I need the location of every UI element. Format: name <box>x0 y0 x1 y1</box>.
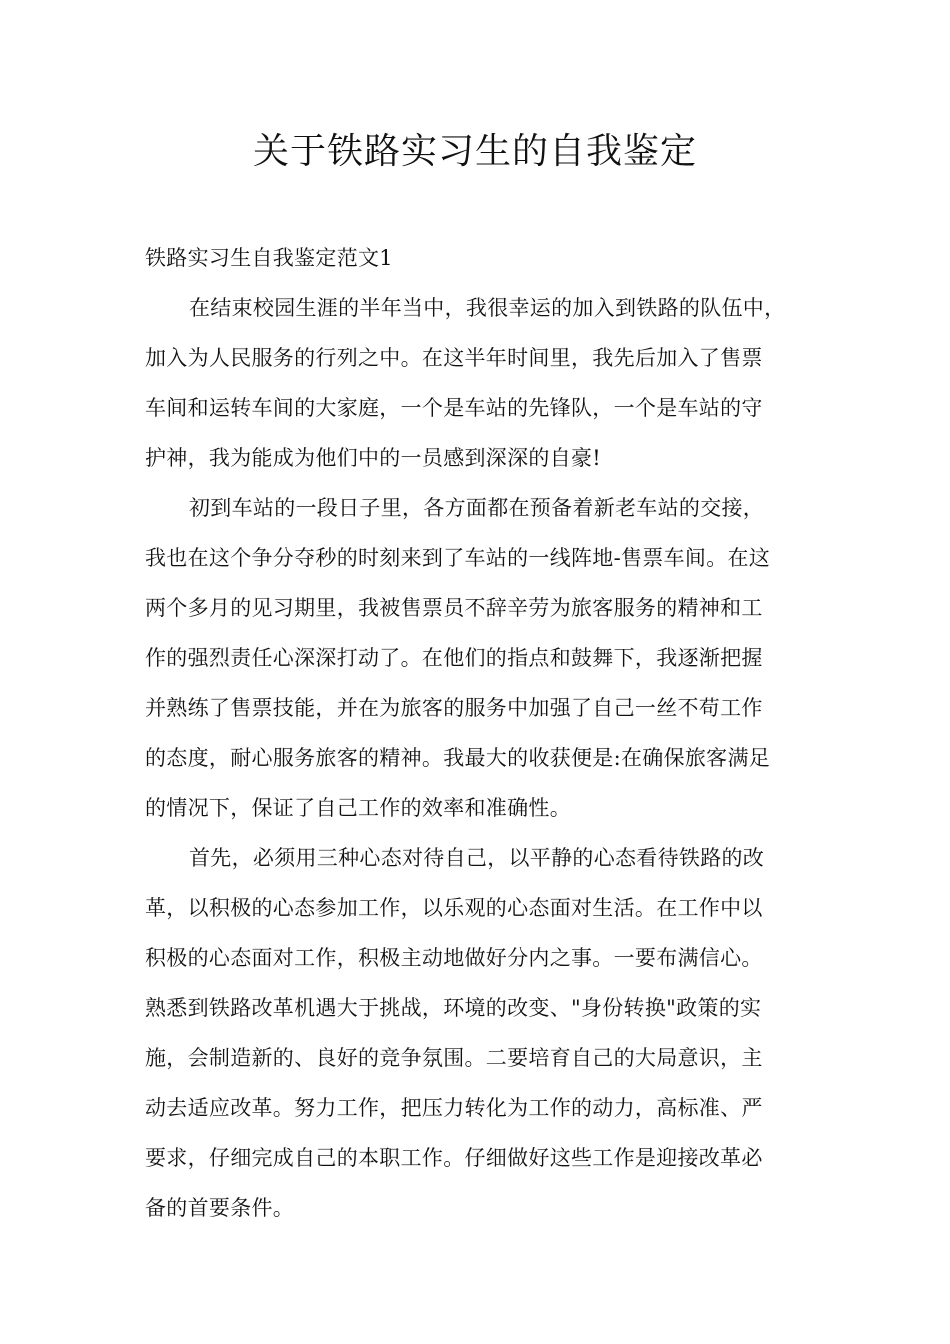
paragraph-1 <box>145 283 810 483</box>
paragraph-line: 在结束校园生涯的半年当中，我很幸运的加入到铁路的队伍中， <box>189 296 786 320</box>
document-title: 关于铁路实习生的自我鉴定 <box>252 131 697 172</box>
paragraph-line: 熟悉到铁路改革机遇大于挑战，环境的改变、"身份转换"政策的实 <box>145 996 762 1020</box>
paragraph-line: 初到车站的一段日子里，各方面都在预备着新老车站的交接， <box>189 496 765 520</box>
paragraph-line: 的态度，耐心服务旅客的精神。我最大的收获便是:在确保旅客满足 <box>145 746 771 770</box>
paragraph-line: 两个多月的见习期里，我被售票员不辞辛劳为旅客服务的精神和工 <box>145 596 763 620</box>
paragraph-2 <box>145 483 810 833</box>
paragraph-line: 备的首要条件。 <box>145 1196 295 1220</box>
paragraph-line: 的情况下，保证了自己工作的效率和准确性。 <box>145 796 571 820</box>
paragraph-line: 动去适应改革。努力工作，把压力转化为工作的动力，高标准、严 <box>145 1096 763 1120</box>
paragraph-line: 加入为人民服务的行列之中。在这半年时间里，我先后加入了售票 <box>145 346 763 370</box>
paragraph-line: 积极的心态面对工作，积极主动地做好分内之事。一要布满信心。 <box>145 946 763 970</box>
paragraph-line: 车间和运转车间的大家庭，一个是车站的先锋队，一个是车站的守 <box>145 396 763 420</box>
paragraph-line: 首先，必须用三种心态对待自己，以平静的心态看待铁路的改 <box>189 846 765 870</box>
paragraph-line: 要求，仔细完成自己的本职工作。仔细做好这些工作是迎接改革必 <box>145 1146 763 1170</box>
document-body <box>145 233 810 1233</box>
paragraph-line: 护神，我为能成为他们中的一员感到深深的自豪! <box>145 446 602 470</box>
paragraph-line: 施，会制造新的、良好的竞争氛围。二要培育自己的大局意识，主 <box>145 1046 763 1070</box>
paragraph-line: 作的强烈责任心深深打动了。在他们的指点和鼓舞下，我逐渐把握 <box>145 646 763 670</box>
section-subheading: 铁路实习生自我鉴定范文1 <box>145 246 393 270</box>
paragraph-line: 并熟练了售票技能，并在为旅客的服务中加强了自己一丝不苟工作 <box>145 696 763 720</box>
paragraph-3 <box>145 833 810 1233</box>
paragraph-line: 革，以积极的心态参加工作，以乐观的心态面对生活。在工作中以 <box>145 896 763 920</box>
paragraph-line: 我也在这个争分夺秒的时刻来到了车站的一线阵地-售票车间。在这 <box>145 546 771 570</box>
